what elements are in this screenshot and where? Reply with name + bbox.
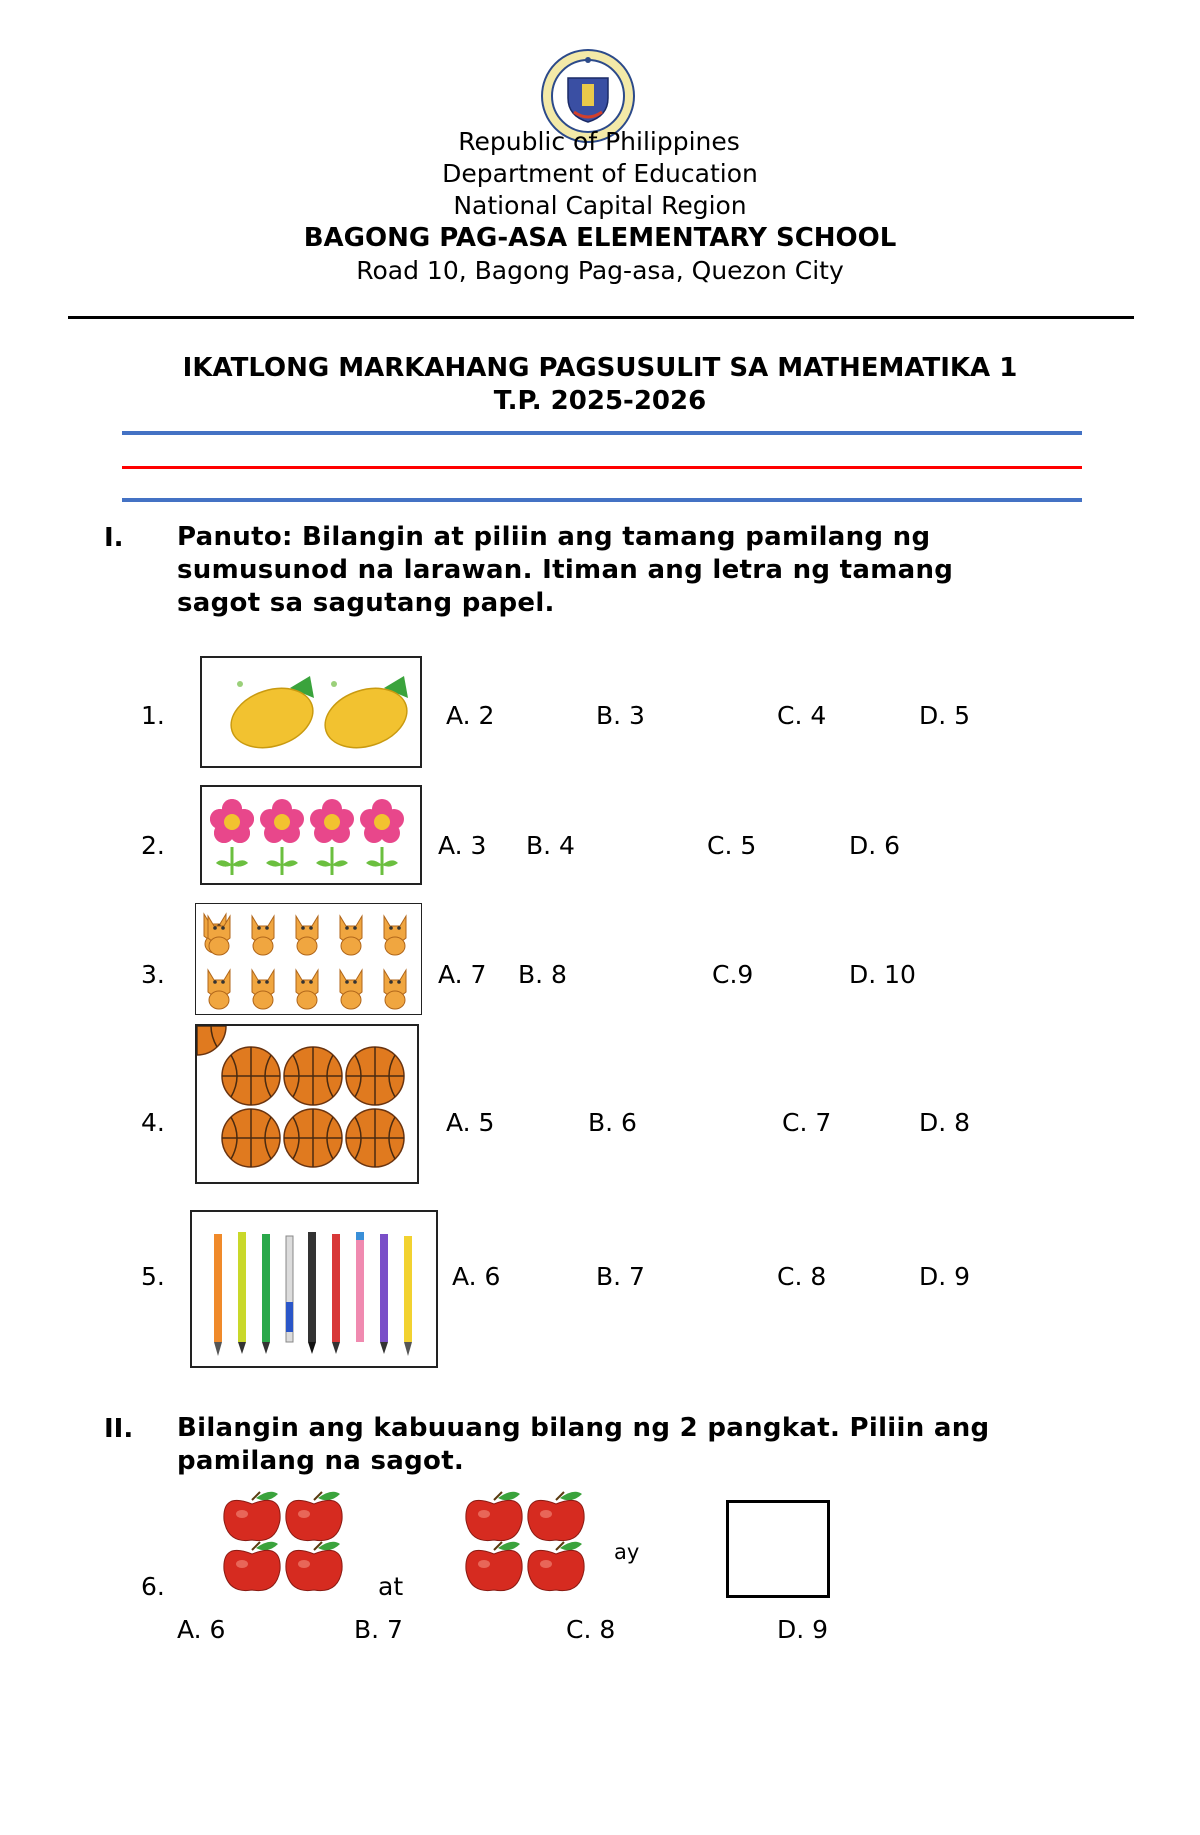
- mango-icons: [200, 656, 422, 768]
- section-2-numeral: II.: [104, 1414, 134, 1444]
- apple-icon: [528, 1492, 584, 1541]
- item-4-choice-c[interactable]: C. 7: [782, 1108, 832, 1137]
- item-1-choice-a[interactable]: A. 2: [446, 701, 495, 730]
- item-2-choice-b[interactable]: B. 4: [526, 831, 575, 860]
- header-address: Road 10, Bagong Pag-asa, Quezon City: [356, 256, 844, 285]
- item-3-choice-b[interactable]: B. 8: [518, 960, 567, 989]
- section-1-instruction: [177, 521, 1077, 620]
- cat-icon: [252, 916, 274, 955]
- blue-rule-top: [122, 431, 1082, 435]
- flower-icons: [200, 785, 422, 885]
- apple-icon: [528, 1542, 584, 1591]
- item-1-choice-b[interactable]: B. 3: [596, 701, 645, 730]
- pen-icons: [190, 1210, 438, 1368]
- apple-icons: [462, 1490, 588, 1596]
- exam-year: T.P. 2025-2026: [493, 386, 707, 416]
- apple-icon: [466, 1542, 522, 1591]
- cat-icon: [296, 916, 318, 955]
- apple-icon: [286, 1542, 342, 1591]
- apple-icon: [466, 1492, 522, 1541]
- item-2-choice-a[interactable]: A. 3: [438, 831, 487, 860]
- section-1-instruction-line3: sagot sa sagutang papel.: [177, 588, 555, 618]
- item-4-choice-a[interactable]: A. 5: [446, 1108, 495, 1137]
- apple-icon: [286, 1492, 342, 1541]
- pencil-icon: [214, 1234, 222, 1356]
- cat-icon: [340, 916, 362, 955]
- header-department: Department of Education: [442, 159, 758, 188]
- basketball-icon: [346, 1109, 404, 1167]
- item-3-number: 3.: [141, 960, 165, 989]
- cat-icon: [252, 970, 274, 1009]
- flower-icon: [260, 799, 304, 875]
- pencil-icon: [404, 1236, 412, 1356]
- pen-icon: [332, 1234, 340, 1354]
- item-2-choice-d[interactable]: D. 6: [849, 831, 901, 860]
- item-3-choice-c[interactable]: C.9: [712, 960, 754, 989]
- section-2-instruction-line2: pamilang na sagot.: [177, 1446, 465, 1476]
- apple-icon: [224, 1542, 280, 1591]
- cat-icon: [208, 970, 230, 1009]
- pen-icon: [356, 1232, 364, 1342]
- cat-icon: [296, 970, 318, 1009]
- exam-title: IKATLONG MARKAHANG PAGSUSULIT SA MATHEMATIKA 1: [182, 353, 1018, 383]
- item-6-number: 6.: [141, 1572, 165, 1601]
- item-1-choice-d[interactable]: D. 5: [919, 701, 971, 730]
- pen-icon: [262, 1234, 270, 1354]
- item-6-choice-b[interactable]: B. 7: [354, 1615, 403, 1644]
- basketball-icon: [222, 1109, 280, 1167]
- flower-icon: [310, 799, 354, 875]
- item-3-choice-a[interactable]: A. 7: [438, 960, 487, 989]
- item-6-choice-c[interactable]: C. 8: [566, 1615, 616, 1644]
- header-divider: [68, 316, 1134, 319]
- item-5-number: 5.: [141, 1262, 165, 1291]
- header-school-name: BAGONG PAG-ASA ELEMENTARY SCHOOL: [303, 223, 897, 253]
- item-5-choice-b[interactable]: B. 7: [596, 1262, 645, 1291]
- flower-icon: [210, 799, 254, 875]
- basketball-icons: [195, 1024, 419, 1184]
- item-1-number: 1.: [141, 701, 165, 730]
- header-republic: Republic of Philippines: [458, 127, 740, 156]
- apple-icon: [224, 1492, 280, 1541]
- pen-icon: [380, 1234, 388, 1354]
- item-4-number: 4.: [141, 1108, 165, 1137]
- item-2-number: 2.: [141, 831, 165, 860]
- blue-rule-bottom: [122, 498, 1082, 502]
- mango-icon: [223, 676, 320, 758]
- header-region: National Capital Region: [453, 191, 747, 220]
- section-1-instruction-line1: Panuto: Bilangin at piliin ang tamang pamilang ng: [177, 522, 931, 552]
- section-2-instruction: [177, 1412, 1097, 1478]
- section-2-instruction-line1: Bilangin ang kabuuang bilang ng 2 pangkat. Piliin ang: [177, 1413, 990, 1443]
- basketball-icon: [346, 1047, 404, 1105]
- cat-icon: [208, 916, 230, 955]
- item-1-choice-c[interactable]: C. 4: [777, 701, 827, 730]
- cat-icons: [195, 903, 422, 1015]
- item-5-choice-c[interactable]: C. 8: [777, 1262, 827, 1291]
- apple-icons: [220, 1490, 346, 1596]
- item-5-choice-d[interactable]: D. 9: [919, 1262, 971, 1291]
- cat-icon: [340, 970, 362, 1009]
- cat-icon: [384, 916, 406, 955]
- answer-box[interactable]: [726, 1500, 830, 1598]
- cat-icon: [384, 970, 406, 1009]
- pen-icon: [308, 1232, 316, 1354]
- item-6-joiner: at: [378, 1572, 404, 1601]
- mango-icon: [317, 676, 414, 758]
- flower-icon: [360, 799, 404, 875]
- item-3-choice-d[interactable]: D. 10: [849, 960, 916, 989]
- item-6-choice-d[interactable]: D. 9: [777, 1615, 829, 1644]
- pen-icon: [286, 1236, 293, 1342]
- section-1-numeral: I.: [104, 523, 124, 553]
- section-1-instruction-line2: sumusunod na larawan. Itiman ang letra ng tamang: [177, 555, 954, 585]
- basketball-icon: [222, 1047, 280, 1105]
- item-6-choice-a[interactable]: A. 6: [177, 1615, 226, 1644]
- red-rule: [122, 466, 1082, 469]
- basketball-icon: [284, 1109, 342, 1167]
- item-4-choice-d[interactable]: D. 8: [919, 1108, 971, 1137]
- item-6-result-word: ay: [614, 1540, 640, 1564]
- item-4-choice-b[interactable]: B. 6: [588, 1108, 637, 1137]
- item-5-choice-a[interactable]: A. 6: [452, 1262, 501, 1291]
- basketball-icon: [284, 1047, 342, 1105]
- item-2-choice-c[interactable]: C. 5: [707, 831, 757, 860]
- pen-icon: [238, 1232, 246, 1354]
